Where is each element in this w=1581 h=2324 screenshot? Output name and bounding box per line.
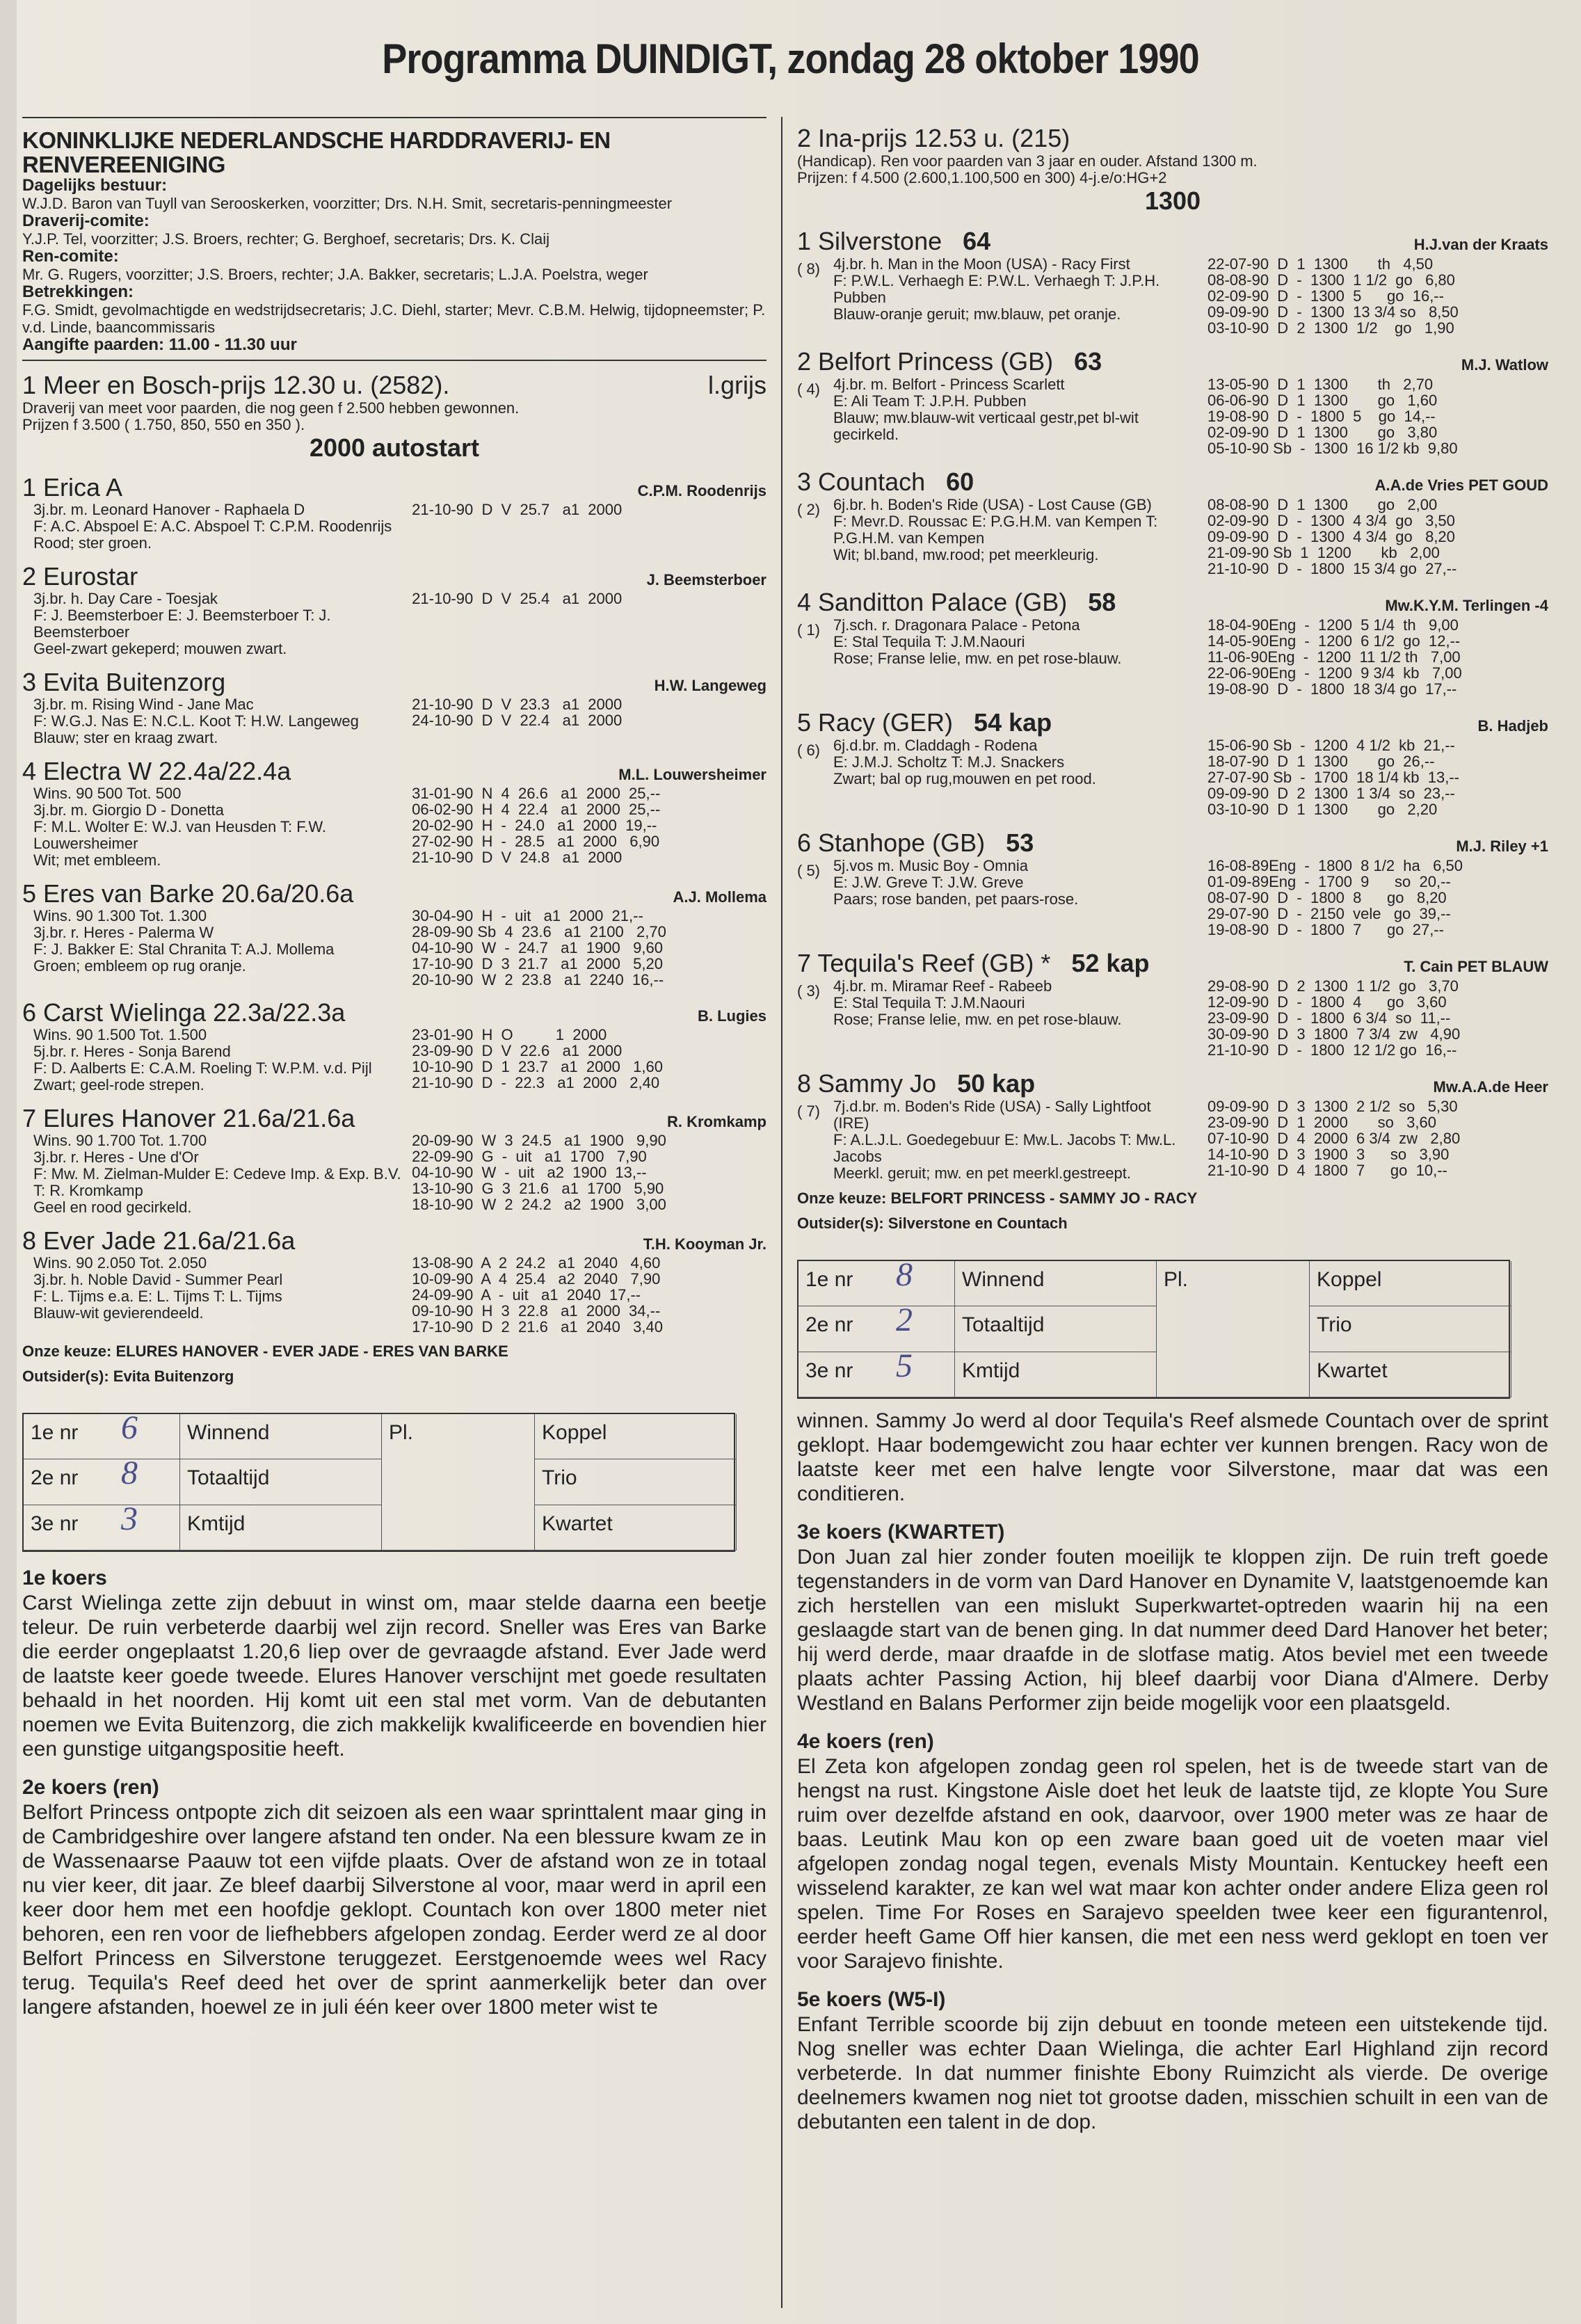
horse-weight: 53 xyxy=(1006,828,1034,857)
horse-info: Wins. 90 1.500 Tot. 1.500 5j.br. r. Heres - Sonja Barend F: D. Aalberts E: C.A.M. Roeling T: W.P.M. v.d. Pijl Zwart; geel-rode strepen. xyxy=(33,1026,372,1093)
horse-header xyxy=(22,1105,767,1132)
start-position: ( 1) xyxy=(797,621,820,639)
section-rule xyxy=(22,360,767,361)
start-position: ( 4) xyxy=(797,380,820,398)
place-cell: Pl. xyxy=(1157,1261,1310,1397)
association-text: W.J.D. Baron van Tuyll van Serooskerken, voorzitter; Drs. N.H. Smit, secretaris-penningmeester xyxy=(22,195,673,212)
horse-header xyxy=(797,467,1548,497)
horse-trainer: Mw.A.A.de Heer xyxy=(1433,1078,1548,1096)
association-label: Ren-comite: xyxy=(22,247,119,266)
horse-header xyxy=(797,828,1548,858)
race-distance: 2000 autostart xyxy=(309,433,480,462)
horse-body xyxy=(833,497,1548,577)
horse-body xyxy=(33,785,767,869)
race-prizes: Prijzen: f 4.500 (2.600,1.100,500 en 300) 4-j.e/o:HG+2 xyxy=(797,169,1167,186)
column-divider xyxy=(781,117,783,2308)
horse-header xyxy=(22,1227,767,1255)
horse-body xyxy=(33,502,767,552)
horse-results: 18-04-90Eng - 1200 5 1/4 th 9,00 14-05-90Eng - 1200 6 1/2 go 12,-- 11-06-90Eng - 1200 11 1/2 th 7,00 22-06-90Eng - 1200 9 3/4 kb 7,00 19-08-90 D - 1800 18 3/4 go 17,-- xyxy=(1207,616,1462,698)
horse-name: 6 Carst Wielinga 22.3a/22.3a xyxy=(22,998,346,1027)
place-label: 1e nr xyxy=(31,1421,79,1444)
horse-body xyxy=(833,737,1548,817)
page-edge xyxy=(0,0,17,2324)
horse-trainer: T.H. Kooyman Jr. xyxy=(643,1235,767,1253)
handwritten-number: 8 xyxy=(121,1454,138,1492)
bet-type: Totaaltijd xyxy=(955,1306,1157,1352)
horse-header xyxy=(22,758,767,785)
horse-weight: 50 kap xyxy=(957,1069,1036,1098)
horse-results: 20-09-90 W 3 24.5 a1 1900 9,90 22-09-90 G - uit a1 1700 7,90 04-10-90 W - uit a2 1900 13,-- 13-10-90 G 3 21.6 a1 1700 5,90 18-10-90 W 2 24.2 a2 1900 3,00 xyxy=(412,1132,666,1213)
horse-results: 29-08-90 D 2 1300 1 1/2 go 3,70 12-09-90 D - 1800 4 go 3,60 23-09-90 D - 1800 6 3/4 so 11,-- 30-09-90 D 3 1800 7 3/4 zw 4,90 21-10-90 D - 1800 12 1/2 go 16,-- xyxy=(1207,977,1461,1059)
horse-trainer: M.J. Watlow xyxy=(1461,356,1548,374)
commentary-left xyxy=(22,1566,767,2019)
place-label: 2e nr xyxy=(805,1313,853,1337)
association-block xyxy=(22,128,767,354)
horse-header xyxy=(22,668,767,696)
horse-body xyxy=(833,978,1548,1058)
horse-entry xyxy=(797,467,1548,577)
place-number xyxy=(24,1454,180,1505)
commentary-text: winnen. Sammy Jo werd al door Tequila's Reef alsmede Countach over de sprint geklopt. Haar bodemgewicht zou haar echter ver kunnen brengen. Racy won de laatste keer met een halve lengte voor Silverstone, maar dat was een conditieren. xyxy=(797,1409,1548,1505)
horse-info: 4j.br. h. Man in the Moon (USA) - Racy First F: P.W.L. Verhaegh E: P.W.L. Verhaegh T: J.P.H. Pubben Blauw-oranje geruit; mw.blauw, pet oranje. xyxy=(833,255,1160,323)
association-text: Mr. G. Rugers, voorzitter; J.S. Broers, rechter; J.A. Bakker, secretaris; L.J.A. Poelstra, weger xyxy=(22,266,648,283)
horse-trainer: H.W. Langeweg xyxy=(654,677,767,694)
race-title: 2 Ina-prijs 12.53 u. (215) xyxy=(797,124,1070,152)
commentary-heading: 4e koers (ren) xyxy=(797,1730,934,1753)
horse-body xyxy=(33,1255,767,1335)
horse-info: 4j.br. m. Miramar Reef - Rabeeb E: Stal Tequila T: J.M.Naouri Rose; Franse lelie, mw. en pet rose-blauw. xyxy=(833,977,1122,1028)
right-column xyxy=(797,117,1548,2134)
horse-name: 4 Electra W 22.4a/22.4a xyxy=(22,757,291,785)
horse-body xyxy=(33,1132,767,1216)
race-distance: 1300 xyxy=(1144,186,1201,215)
horse-info: Wins. 90 2.050 Tot. 2.050 3j.br. h. Noble David - Summer Pearl F: L. Tijms e.a. E: L. Tijms T: L. Tijms Blauw-wit gevierendeeld. xyxy=(33,1254,283,1322)
race-title: 1 Meer en Bosch-prijs 12.30 u. (2582). xyxy=(22,371,450,399)
horse-header xyxy=(797,227,1548,256)
association-label: Draverij-comite: xyxy=(22,211,150,230)
horse-weight: 63 xyxy=(1074,347,1102,376)
bet-combo: Kwartet xyxy=(1310,1352,1511,1397)
horse-trainer: T. Cain PET BLAUW xyxy=(1404,958,1548,975)
bet-combo: Trio xyxy=(535,1459,737,1505)
horse-info: 4j.br. m. Belfort - Princess Scarlett E: Ali Team T: J.P.H. Pubben Blauw; mw.blauw-wit verticaal gestr,pet bl-wit gecirkeld. xyxy=(833,376,1139,443)
horse-name: 8 Sammy Jo xyxy=(797,1069,937,1098)
top-rule xyxy=(22,117,767,118)
horse-entry xyxy=(797,588,1548,697)
horse-entry xyxy=(797,227,1548,336)
horse-body xyxy=(833,1098,1548,1182)
horse-results: 21-10-90 D V 25.7 a1 2000 xyxy=(412,501,623,518)
horse-entry xyxy=(22,999,767,1093)
bet-combo: Koppel xyxy=(535,1414,737,1459)
handwritten-number: 8 xyxy=(896,1256,913,1293)
horse-entry xyxy=(22,474,767,552)
association-text: Y.J.P. Tel, voorzitter; J.S. Broers, rechter; G. Berghoef, secretaris; Drs. K. Claij xyxy=(22,230,550,248)
horse-name: 5 Eres van Barke 20.6a/20.6a xyxy=(22,879,354,908)
race-1 xyxy=(22,371,767,1552)
horse-trainer: C.P.M. Roodenrijs xyxy=(637,482,767,499)
betting-form xyxy=(22,1409,735,1552)
horse-name: 3 Evita Buitenzorg xyxy=(22,668,226,696)
horse-results: 13-05-90 D 1 1300 th 2,70 06-06-90 D 1 1300 go 1,60 19-08-90 D - 1800 5 go 14,-- 02-09-90 D 1 1300 go 3,80 05-10-90 Sb - 1300 16 1/2 kb 9,80 xyxy=(1207,376,1458,457)
horse-results: 15-06-90 Sb - 1200 4 1/2 kb 21,-- 18-07-90 D 1 1300 go 26,-- 27-07-90 Sb - 1700 18 1/4 kb 13,-- 09-09-90 D 2 1300 1 3/4 so 23,-- 03-10-90 D 1 1300 go 2,20 xyxy=(1207,737,1460,818)
horse-info: 6j.br. h. Boden's Ride (USA) - Lost Cause (GB) F: Mevr.D. Roussac E: P.G.H.M. van Kempen T: P.G.H.M. van Kempen Wit; bl.band, mw.rood; pet meerkleurig. xyxy=(833,496,1158,563)
commentary-text: Enfant Terrible scoorde bij zijn debuut en toonde meteen een uitstekende tijd. Nog sneller was echter Daan Wielinga, die achter Earl Highland zijn record verbeterde. In dat nummer finishte Ebony Ruimzicht als vierde. De overige deelnemers kwamen nog niet tot grootse daden, misschien schuilt in een van de debutanten een talent in de dop. xyxy=(797,2013,1548,2133)
horse-info: 3j.br. h. Day Care - Toesjak F: J. Beemsterboer E: J. Beemsterboer T: J. Beemsterboer Geel-zwart gekeperd; mouwen zwart. xyxy=(33,590,331,657)
commentary-heading: 3e koers (KWARTET) xyxy=(797,1521,1005,1544)
horse-trainer: R. Kromkamp xyxy=(666,1113,767,1130)
handwritten-number: 3 xyxy=(121,1500,138,1537)
association-name: KONINKLIJKE NEDERLANDSCHE HARDDRAVERIJ- EN RENVEREENIGING xyxy=(22,127,611,177)
commentary-heading: 1e koers xyxy=(22,1566,107,1589)
commentary-text: Don Juan zal hier zonder fouten moeilijk te kloppen zijn. De ruin treft goede tegenstanders in de vorm van Dard Hanover en Dynamite V, laatstgenoemde kan zich herstellen van een mislukt Superkwartet-optreden waarin hij na een geslaagde start van de benen ging. In dat nummer deed Dard Hanover het beter; hij werd derde, maar draafde in de slotfase matig. Atos beviel met een tweede plaats achter Passing Action, hij bleef daarbij voor Diana d'Almere. Derby Westland en Balans Performer zijn beide mogelijk voor een plaatsgeld. xyxy=(797,1546,1548,1715)
horse-info: 7j.d.br. m. Boden's Ride (USA) - Sally Lightfoot (IRE) F: A.L.J.L. Goedegebuur E: Mw.L. Jacobs T: Mw.L. Jacobs Meerkl. geruit; mw. en pet meerkl.gestreept. xyxy=(833,1098,1176,1182)
horse-entry xyxy=(22,1227,767,1335)
horse-trainer: A.A.de Vries PET GOUD xyxy=(1374,476,1548,494)
race-prizes: Prijzen f 3.500 ( 1.750, 850, 550 en 350 ). xyxy=(22,416,305,433)
horse-entry xyxy=(22,668,767,746)
bet-type: Kmtijd xyxy=(180,1505,382,1550)
horse-info: 3j.br. m. Rising Wind - Jane Mac F: W.G.J. Nas E: N.C.L. Koot T: H.W. Langeweg Blauw; ster en kraag zwart. xyxy=(33,696,359,746)
bet-combo: Kwartet xyxy=(535,1505,737,1550)
horse-body xyxy=(833,858,1548,938)
place-label: 3e nr xyxy=(31,1512,79,1535)
bet-combo: Koppel xyxy=(1310,1261,1511,1306)
horse-entry xyxy=(22,758,767,869)
horse-body xyxy=(33,591,767,657)
association-label: Dagelijks bestuur: xyxy=(22,176,168,195)
horse-header xyxy=(797,347,1548,376)
race-2 xyxy=(797,124,1548,1399)
horse-weight: 64 xyxy=(963,227,991,255)
horse-info: 5j.vos m. Music Boy - Omnia E: J.W. Greve T: J.W. Greve Paars; rose banden, pet paars-rose. xyxy=(833,857,1079,908)
horse-entry xyxy=(22,563,767,657)
horse-entry xyxy=(797,1069,1548,1182)
horse-name: 3 Countach xyxy=(797,467,926,496)
start-position: ( 3) xyxy=(797,982,820,1000)
horse-entry xyxy=(22,1105,767,1216)
page-title: Programma DUINDIGT, zondag 28 oktober 1990 xyxy=(382,35,1199,82)
place-label: 1e nr xyxy=(805,1268,853,1291)
race-description: (Handicap). Ren voor paarden van 3 jaar en ouder. Afstand 1300 m. xyxy=(797,152,1258,170)
horse-info: 6j.d.br. m. Claddagh - Rodena E: J.M.J. Scholtz T: M.J. Snackers Zwart; bal op rug,mouwen en pet rood. xyxy=(833,737,1096,787)
outsiders: Outsider(s): Silverstone en Countach xyxy=(797,1215,1068,1232)
bet-type: Totaaltijd xyxy=(180,1459,382,1505)
place-label: 2e nr xyxy=(31,1466,79,1490)
horse-trainer: A.J. Mollema xyxy=(673,888,767,906)
horse-trainer: Mw.K.Y.M. Terlingen -4 xyxy=(1385,597,1548,614)
horse-info: Wins. 90 500 Tot. 500 3j.br. m. Giorgio D - Donetta F: M.L. Wolter E: W.J. van Heusden T: F.W. Louwersheimer Wit; met embleem. xyxy=(33,785,326,869)
horse-info: 7j.sch. r. Dragonara Palace - Petona E: Stal Tequila T: J.M.Naouri Rose; Franse lelie, mw. en pet rose-blauw. xyxy=(833,616,1122,667)
race-description: Draverij van meet voor paarden, die nog geen f 2.500 hebben gewonnen. xyxy=(22,399,520,417)
horse-entry xyxy=(797,347,1548,456)
horse-header xyxy=(22,880,767,908)
place-cell: Pl. xyxy=(382,1414,535,1550)
bet-type: Winnend xyxy=(180,1414,382,1459)
horse-name: 1 Silverstone xyxy=(797,227,942,255)
start-position: ( 2) xyxy=(797,501,820,518)
bet-type: Winnend xyxy=(955,1261,1157,1306)
association-label: Betrekkingen: xyxy=(22,282,134,301)
horse-weight: 58 xyxy=(1088,588,1116,616)
horse-results: 09-09-90 D 3 1300 2 1/2 so 5,30 23-09-90 D 1 2000 so 3,60 07-10-90 D 4 2000 6 3/4 zw 2,80 14-10-90 D 3 1900 3 so 3,90 21-10-90 D 4 1800 7 go 10,-- xyxy=(1207,1098,1461,1179)
place-number xyxy=(798,1347,955,1397)
horse-body xyxy=(33,908,767,988)
horse-results: 31-01-90 N 4 26.6 a1 2000 25,-- 06-02-90 H 4 22.4 a1 2000 25,-- 20-02-90 H - 24.0 a1 2000 19,-- 27-02-90 H - 28.5 a1 2000 6,90 21-10-90 D V 24.8 a1 2000 xyxy=(412,785,661,866)
left-column xyxy=(22,117,767,2019)
commentary-right xyxy=(797,1409,1548,2134)
our-choice: Onze keuze: BELFORT PRINCESS - SAMMY JO - RACY xyxy=(797,1189,1198,1207)
horse-header xyxy=(797,1069,1548,1098)
place-label: 3e nr xyxy=(805,1359,853,1382)
horse-results: 13-08-90 A 2 24.2 a1 2040 4,60 10-09-90 A 4 25.4 a2 2040 7,90 24-09-90 A - uit a1 2040 17,-- 09-10-90 H 3 22.8 a1 2000 34,-- 17-10-90 D 2 21.6 a1 2040 3,40 xyxy=(412,1254,663,1336)
horse-results: 08-08-90 D 1 1300 go 2,00 02-09-90 D - 1300 4 3/4 go 3,50 09-09-90 D - 1300 4 3/4 go 8,20 21-09-90 Sb 1 1200 kb 2,00 21-10-90 D - 1800 15 3/4 go 27,-- xyxy=(1207,496,1457,577)
horse-trainer: B. Hadjeb xyxy=(1477,717,1548,735)
horse-trainer: J. Beemsterboer xyxy=(646,571,767,588)
horse-results: 21-10-90 D V 25.4 a1 2000 xyxy=(412,590,623,607)
horse-info: Wins. 90 1.700 Tot. 1.700 3j.br. r. Heres - Une d'Or F: Mw. M. Zielman-Mulder E: Cedeve Imp. & Exp. B.V. T: R. Kromkamp Geel en rood gecirkeld. xyxy=(33,1132,401,1216)
our-choice: Onze keuze: ELURES HANOVER - EVER JADE - ERES VAN BARKE xyxy=(22,1343,508,1360)
horse-results: 30-04-90 H - uit a1 2000 21,-- 28-09-90 Sb 4 23.6 a1 2100 2,70 04-10-90 W - 24.7 a1 1900 9,60 17-10-90 D 3 21.7 a1 2000 5,20 20-10-90 W 2 23.8 a1 2240 16,-- xyxy=(412,907,666,988)
race-title-row xyxy=(22,371,767,400)
horse-name: 1 Erica A xyxy=(22,473,123,502)
start-position: ( 5) xyxy=(797,862,820,879)
horse-results: 23-01-90 H O 1 2000 23-09-90 D V 22.6 a1 2000 10-10-90 D 1 23.7 a1 2000 1,60 21-10-90 D - 22.3 a1 2000 2,40 xyxy=(412,1026,663,1091)
commentary-heading: 2e koers (ren) xyxy=(22,1776,159,1799)
horse-results: 22-07-90 D 1 1300 th 4,50 08-08-90 D - 1300 1 1/2 go 6,80 02-09-90 D - 1300 5 go 16,-- 09-09-90 D - 1300 13 3/4 so 8,50 03-10-90 D 2 1300 1/2 go 1,90 xyxy=(1207,255,1459,337)
horse-results: 16-08-89Eng - 1800 8 1/2 ha 6,50 01-09-89Eng - 1700 9 so 20,-- 08-07-90 D - 1800 8 go 8,20 29-07-90 D - 2150 vele go 39,-- 19-08-90 D - 1800 7 go 27,-- xyxy=(1207,857,1463,938)
horse-weight: 52 kap xyxy=(1071,949,1150,977)
horse-results: 21-10-90 D V 23.3 a1 2000 24-10-90 D V 22.4 a1 2000 xyxy=(412,696,623,729)
horse-entry xyxy=(22,880,767,988)
start-position: ( 8) xyxy=(797,260,820,278)
horse-header xyxy=(797,588,1548,617)
horse-entry xyxy=(797,708,1548,817)
bet-combo: Trio xyxy=(1310,1306,1511,1352)
horse-name: 4 Sanditton Palace (GB) xyxy=(797,588,1068,616)
place-number xyxy=(798,1301,955,1352)
commentary-text: El Zeta kon afgelopen zondag geen rol spelen, het is de tweede start van de hengst na rust. Kingstone Aisle doet het leuk de laatste tijd, ze klopte You Sure ruim over dezelfde afstand en ook, daarvoor, over 1900 meter was ze haar de baas. Leutink Mau kon op een zware baan goed uit de voeten maar viel afgelopen zondag nogal tegen, evenals Misty Mountain. Kentuckey heeft een wisselend karakter, ze kan wel wat maar kon achter onder andere Eliza geen rol spelen. Time For Roses en Sarajevo speelden twee keer een figurantenrol, eerder heeft Game Off hier kansen, die met een ness werd geklopt en toen ver voor Sarajevo finishte. xyxy=(797,1755,1548,1973)
bet-type: Kmtijd xyxy=(955,1352,1157,1397)
horse-name: 2 Belfort Princess (GB) xyxy=(797,347,1054,376)
horse-entry xyxy=(797,949,1548,1058)
place-number xyxy=(24,1409,180,1459)
horse-name: 5 Racy (GER) xyxy=(797,708,954,737)
handwritten-number: 2 xyxy=(896,1301,913,1339)
horse-header xyxy=(797,708,1548,737)
betting-form xyxy=(797,1256,1510,1399)
horse-header xyxy=(22,999,767,1027)
horse-body xyxy=(33,1027,767,1093)
place-number xyxy=(798,1256,955,1306)
horse-entry xyxy=(797,828,1548,938)
horse-header xyxy=(22,474,767,502)
horse-header xyxy=(22,563,767,591)
horse-body xyxy=(833,376,1548,456)
start-position: ( 6) xyxy=(797,742,820,759)
outsiders: Outsider(s): Evita Buitenzorg xyxy=(22,1368,234,1385)
commentary-heading: 5e koers (W5-I) xyxy=(797,1988,946,2011)
horse-weight: 54 kap xyxy=(974,708,1052,737)
horse-trainer: H.J.van der Kraats xyxy=(1413,236,1548,253)
handwritten-number: 5 xyxy=(896,1347,913,1384)
horse-name: 2 Eurostar xyxy=(22,562,138,591)
horse-name: 7 Elures Hanover 21.6a/21.6a xyxy=(22,1104,355,1132)
horse-body xyxy=(833,617,1548,697)
horse-info: Wins. 90 1.300 Tot. 1.300 3j.br. r. Heres - Palerma W F: J. Bakker E: Stal Chranita T: A.J. Mollema Groen; embleem op rug oranje. xyxy=(33,907,335,975)
start-position: ( 7) xyxy=(797,1103,820,1120)
horse-body xyxy=(33,696,767,746)
association-label: Aangifte paarden: 11.00 - 11.30 uur xyxy=(22,335,297,354)
race-color: l.grijs xyxy=(707,371,767,399)
place-number xyxy=(24,1500,180,1550)
horse-trainer: M.L. Louwersheimer xyxy=(618,766,767,783)
horse-name: 6 Stanhope (GB) xyxy=(797,828,986,857)
commentary-text: Carst Wielinga zette zijn debuut in winst om, maar stelde daarna een beetje teleur. De ruin verbeterde daarbij wel zijn record. Sneller was Eres van Barke die eerder ongeplaatst 1.20,6 liep over de gevraagde afstand. Ever Jade werd de laatste keer goede tweede. Elures Hanover verschijnt met goede resultaten behaald in het noorden. Hij komt uit een stal met vorm. Van de debutanten noemen we Evita Buitenzorg, die zich makkelijk kwalificeerde en bovendien hier een gunstige uitgangspositie heeft. xyxy=(22,1592,767,1761)
horse-name: 7 Tequila's Reef (GB) * xyxy=(797,949,1051,977)
horse-name: 8 Ever Jade 21.6a/21.6a xyxy=(22,1226,296,1255)
commentary-text: Belfort Princess ontpopte zich dit seizoen als een waar sprinttalent maar ging in de Cambridgeshire over langere afstand ten onder. Na een blessure kwam ze in de Wassenaarse Paauw tot een vijfde plaats. Over de afstand won ze in totaal nu vier keer, dit jaar. Ze bleef daarbij Silverstone al voor, maar werd in april een keer door hem met een hoofdje geklopt. Countach kon over 1800 meter niet behoren, een ren voor de liefhebbers afgelopen zondag. Eerder werd ze al door Belfort Princess en Silverstone teruggezet. Eerstgenoemde wees wel Racy terug. Tequila's Reef deed het over de sprint aanmerkelijk beter dan over langere afstanden, hoewel ze in juli één keer over 1800 meter wist te xyxy=(22,1801,767,2019)
horse-info: 3j.br. m. Leonard Hanover - Raphaela D F: A.C. Abspoel E: A.C. Abspoel T: C.P.M. Roodenrijs Rood; ster groen. xyxy=(33,501,392,552)
handwritten-number: 6 xyxy=(121,1409,138,1446)
horse-trainer: B. Lugies xyxy=(697,1007,767,1025)
association-text: F.G. Smidt, gevolmachtigde en wedstrijdsecretaris; J.C. Diehl, starter; Mevr. C.B.M. Helwig, tijdopneemster; P. v.d. Linde, baancommissaris xyxy=(22,301,766,336)
horse-header xyxy=(797,949,1548,978)
race-title-row xyxy=(797,124,1548,153)
horse-weight: 60 xyxy=(946,467,974,496)
horse-body xyxy=(833,256,1548,336)
horse-trainer: M.J. Riley +1 xyxy=(1456,838,1548,855)
